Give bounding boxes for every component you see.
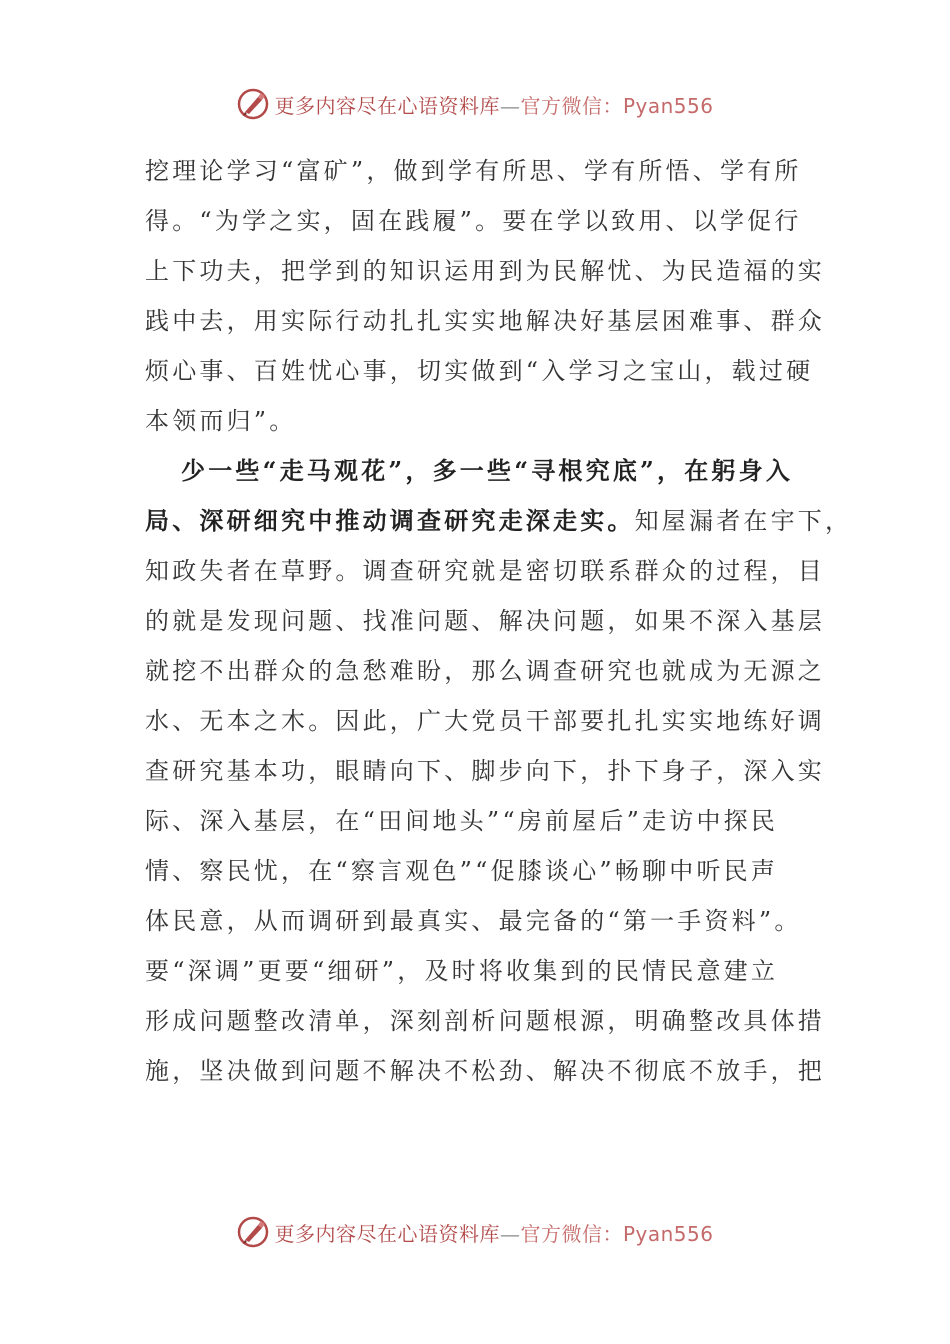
banner-main-text: 更多内容尽在心语资料库 (274, 93, 500, 118)
text-line: 情、察民忧，在“察言观色”“促膝谈心”畅聊中听民声 (145, 857, 779, 885)
text-line: 挖理论学习“富矿”，做到学有所思、学有所悟、学有所 (145, 157, 802, 185)
banner-wechat-text: 官方微信：Pyan556 (520, 1221, 714, 1246)
text-line: 形成问题整改清单，深刻剖析问题根源，明确整改具体措 (145, 1007, 825, 1035)
pen-nib-seal-icon (236, 1215, 270, 1249)
text-line: 得。“为学之实，固在践履”。要在学以致用、以学促行 (145, 207, 802, 235)
text-line: 的就是发现问题、找准问题、解决问题，如果不深入基层 (145, 607, 825, 635)
banner-wechat-text: 官方微信：Pyan556 (520, 93, 714, 118)
pen-nib-seal-icon (236, 87, 270, 121)
text-line: 查研究基本功，眼睛向下、脚步向下，扑下身子，深入实 (145, 757, 825, 785)
banner-text (274, 90, 713, 119)
text-line-mixed (145, 496, 853, 546)
banner-dash: — (499, 93, 521, 118)
document-body (145, 146, 853, 1096)
text-line: 际、深入基层，在“田间地头”“房前屋后”走访中探民 (145, 807, 779, 835)
text-line: 践中去，用实际行动扎扎实实地解决好基层困难事、群众 (145, 307, 825, 335)
banner-text (274, 1218, 713, 1247)
banner-main-text: 更多内容尽在心语资料库 (274, 1221, 500, 1246)
paragraph-heading-line: 少一些“走马观花”，多一些“寻根究底”，在躬身入 (181, 456, 794, 485)
text-line: 体民意，从而调研到最真实、最完备的“第一手资料”。 (145, 907, 802, 935)
text-run: 知屋漏者在宇下， (634, 507, 853, 535)
text-line: 水、无本之木。因此，广大党员干部要扎扎实实地练好调 (145, 707, 825, 735)
text-line: 本领而归”。 (145, 407, 297, 435)
text-line: 要“深调”更要“细研”，及时将收集到的民情民意建立 (145, 957, 779, 985)
banner-dash: — (499, 1221, 521, 1246)
text-line: 上下功夫，把学到的知识运用到为民解忧、为民造福的实 (145, 257, 825, 285)
page-footer-banner (0, 1212, 950, 1252)
text-line: 知政失者在草野。调查研究就是密切联系群众的过程，目 (145, 557, 825, 585)
text-line: 烦心事、百姓忧心事，切实做到“入学习之宝山，载过硬 (145, 357, 814, 385)
text-line: 就挖不出群众的急愁难盼，那么调查研究也就成为无源之 (145, 657, 825, 685)
paragraph-heading-tail: 局、深研细究中推动调查研究走深走实。 (145, 506, 635, 535)
page-header-banner (0, 84, 950, 124)
text-line: 施，坚决做到问题不解决不松劲、解决不彻底不放手，把 (145, 1057, 825, 1085)
